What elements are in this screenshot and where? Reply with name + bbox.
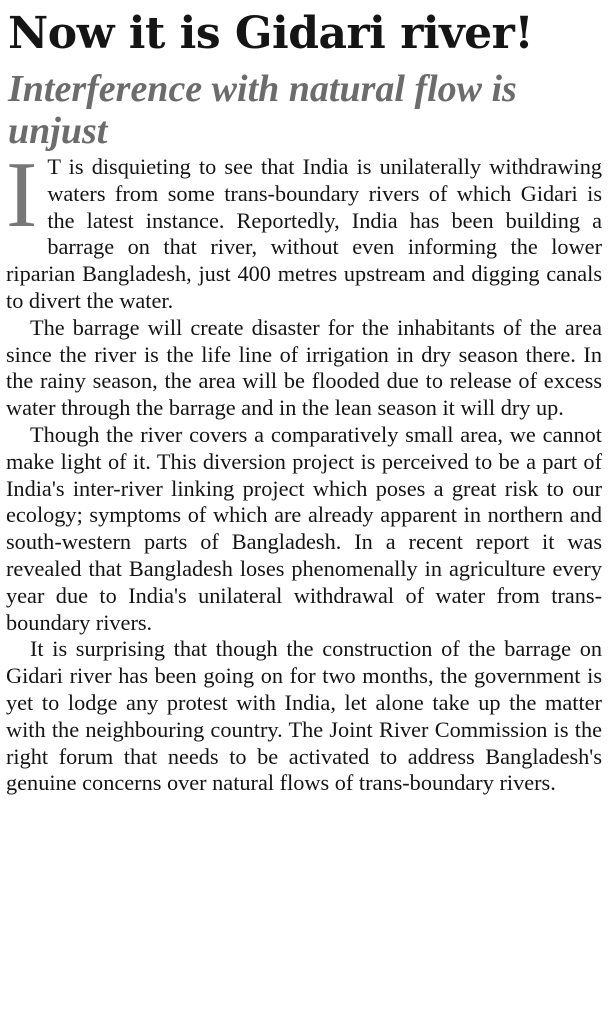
headline: Now it is Gidari river!	[8, 8, 534, 59]
paragraph-3: Though the river covers a comparatively small area, we cannot make light of it. This diversion project is perceived to be a part of India's inter-river linking project which poses a great risk to our ecology; symptoms of which are already apparent in northern and south-western parts of Bangladesh. In a recent report it was revealed that Bangladesh loses phenomenally in agriculture every year due to India's unilateral withdrawal of water from trans-boundary rivers.	[6, 421, 602, 635]
paragraph-2: The barrage will create disaster for the inhabitants of the area since the river is the life line of irrigation in dry season there. In the rainy season, the area will be flooded due to release of excess water through the barrage and in the lean season it will dry up.	[6, 314, 602, 421]
drop-cap: I	[6, 143, 38, 247]
paragraph-4: It is surprising that though the construction of the barrage on Gidari river has been going on for two months, the government is yet to lodge any protest with India, let alone take up the matter with the neighbouring country. The Joint River Commission is the right forum that needs to be activated to address Bangladesh's genuine concerns over natural flows of trans-boundary rivers.	[6, 636, 602, 796]
paragraph-1	[6, 143, 602, 315]
article-body	[6, 143, 602, 797]
subheadline: Interference with natural flow is unjust	[8, 68, 517, 152]
paragraph-1-text: T is disquieting to see that India is unilaterally withdrawing waters from some trans-boundary rivers of which Gidari is the latest instance. Reportedly, India has been building a barrage on that river, without even informing the lower riparian Bangladesh, just 400 metres upstream and digging canals to divert the water.	[6, 154, 602, 313]
